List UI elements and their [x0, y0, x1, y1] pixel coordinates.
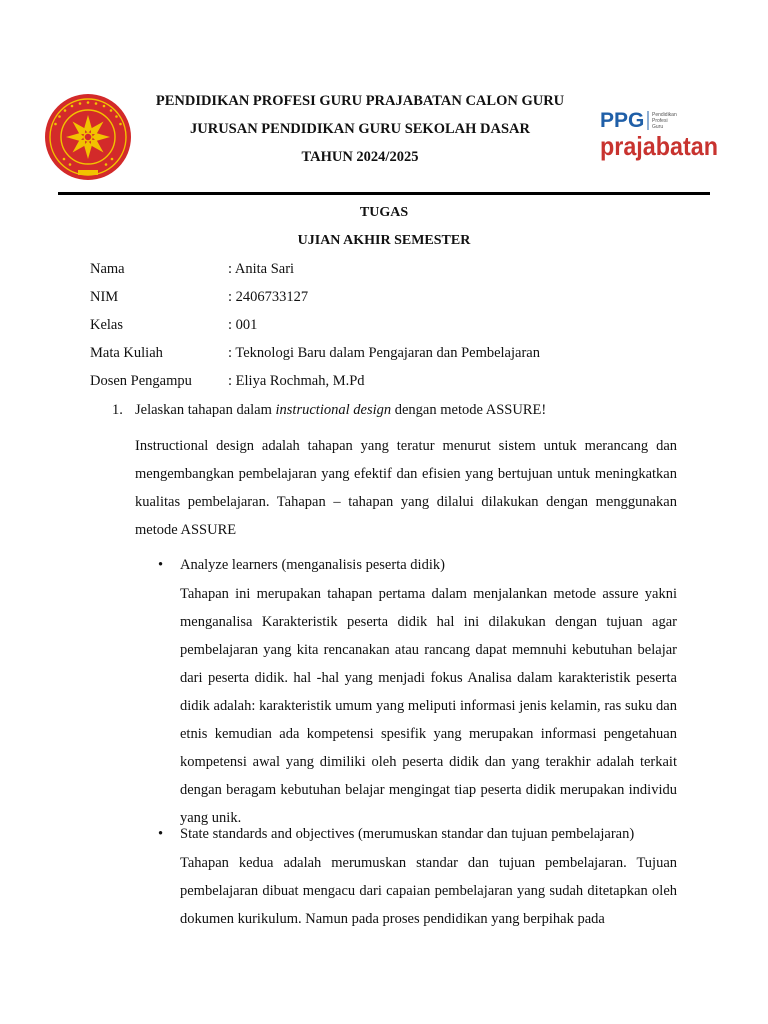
bullet-heading-analyze — [158, 557, 445, 574]
question-italic-term: instructional design — [275, 402, 392, 418]
intro-paragraph: Instructional design adalah tahapan yang teratur menurut sistem untuk merancang dan mengembangkan pembelajaran yang efektif dan efisien yang bertujuan untuk meningkatkan kualitas pembelajaran. Tahapan – tahapan yang dilalui dilakukan dengan menggunakan metode ASSURE — [135, 438, 677, 538]
info-label: NIM — [90, 289, 119, 305]
question-text-start: Jelaskan tahapan dalam — [135, 402, 276, 418]
header-department-line: JURUSAN PENDIDIKAN GURU SEKOLAH DASAR — [190, 121, 530, 137]
svg-text:Guru: Guru — [652, 124, 664, 130]
document-subtitle: UJIAN AKHIR SEMESTER — [297, 233, 471, 248]
info-value: : Teknologi Baru dalam Pengajaran dan Pembelajaran — [228, 345, 540, 361]
university-seal-icon — [44, 93, 132, 181]
info-label: Dosen Pengampu — [90, 373, 192, 389]
bullet-heading-text: Analyze learners (menganalisis peserta didik) — [180, 557, 445, 573]
document-title: TUGAS — [359, 205, 409, 220]
header-year-line: TAHUN 2024/2025 — [301, 149, 419, 165]
info-label: Nama — [90, 261, 125, 277]
question-text-end: dengan metode ASSURE! — [391, 402, 547, 418]
header-institution-line: PENDIDIKAN PROFESI GURU PRAJABATAN CALON GURU — [155, 93, 565, 109]
ppg-prajabatan-logo — [600, 106, 720, 166]
svg-text:Pendidikan: Pendidikan — [652, 112, 677, 118]
svg-text:prajabatan: prajabatan — [600, 131, 718, 161]
info-label: Mata Kuliah — [90, 345, 163, 361]
info-value: : 2406733127 — [228, 289, 309, 305]
svg-text:PPG: PPG — [600, 109, 645, 132]
document-header — [0, 0, 768, 200]
question-number: 1. — [112, 402, 123, 418]
info-value: : 001 — [228, 317, 258, 333]
bullet-heading-state — [158, 826, 635, 843]
question-text — [135, 402, 546, 419]
header-divider — [58, 192, 710, 195]
bullet-dot-icon: • — [158, 557, 164, 573]
bullet-heading-text: State standards and objectives (merumuskan standar dan tujuan pembelajaran) — [180, 826, 635, 842]
bullet-dot-icon: • — [158, 826, 164, 842]
info-label: Kelas — [90, 317, 124, 333]
bullet-body-state: Tahapan kedua adalah merumuskan standar dan tujuan pembelajaran. Tujuan pembelajaran dibuat mengacu dari capaian pembelajaran yang sudah ditetapkan oleh dokumen kurikulum. Namun pada proses pendidikan yang berpihak pada — [180, 855, 677, 927]
info-value: : Eliya Rochmah, M.Pd — [228, 373, 365, 389]
bullet-body-analyze: Tahapan ini merupakan tahapan pertama dalam menjalankan metode assure yakni menganalisa Karakteristik peserta didik hal ini dilakukan dengan tujuan agar pembelajaran yang kita rencanakan atau rancang dapat memnuhi kebutuhan belajar dari peserta didik. hal -hal yang menjadi fokus Analisa dalam karakteristik peserta didik adalah: karakteristik umum yang meliputi informasi jenis kelamin, ras suku dan etnis kemudian ada kompetensi spesifik yang merupakan informasi pengetahuan kompetensi awal yang dimiliki oleh peserta didik dan yang terakhir adalah terkait dengan beragam kebutuhan belajar mengingat tiap peserta didik merupakan individu yang unik. — [180, 586, 677, 826]
svg-text:Profesi: Profesi — [652, 118, 668, 124]
info-value: : Anita Sari — [228, 261, 295, 277]
